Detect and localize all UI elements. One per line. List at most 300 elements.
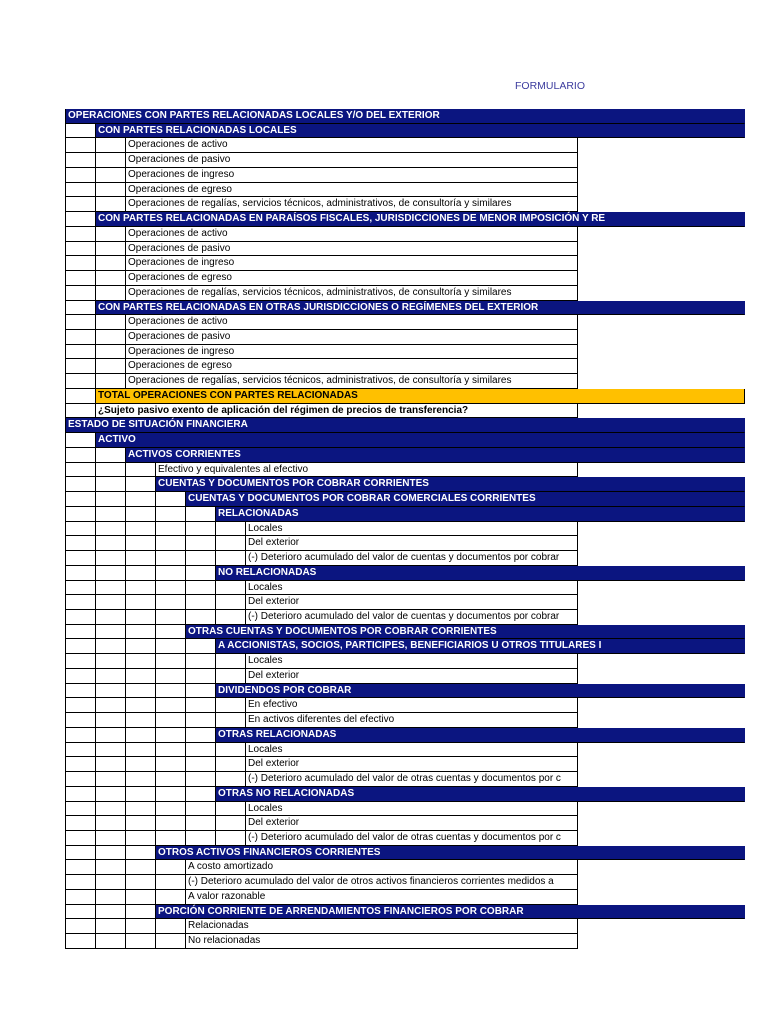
indent-cell[interactable] (155, 698, 185, 713)
indent-cell[interactable] (65, 816, 95, 831)
section-header: CON PARTES RELACIONADAS LOCALES (95, 124, 745, 139)
indent-cell[interactable] (155, 816, 185, 831)
indent-cell[interactable] (185, 522, 215, 537)
indent-cell[interactable] (65, 757, 95, 772)
section-header: CON PARTES RELACIONADAS EN PARAÍSOS FISCALES, JURISDICCIONES DE MENOR IMPOSICIÓN Y RE (95, 212, 745, 227)
indent-cell[interactable] (95, 271, 125, 286)
row-label: Operaciones de egreso (125, 271, 578, 286)
indent-cell[interactable] (185, 713, 215, 728)
indent-cell[interactable] (65, 153, 95, 168)
row-label: Locales (245, 522, 578, 537)
indent-cell[interactable] (95, 787, 125, 802)
form-row (65, 595, 745, 610)
indent-cell[interactable] (95, 286, 125, 301)
form-row (65, 212, 745, 227)
form-row (65, 315, 745, 330)
indent-cell[interactable] (95, 654, 125, 669)
row-label: Operaciones de regalías, servicios técnicos, administrativos, de consultoría y similares (125, 286, 578, 301)
form-row (65, 507, 745, 522)
indent-cell[interactable] (65, 890, 95, 905)
indent-cell[interactable] (215, 522, 245, 537)
row-label: Operaciones de regalías, servicios técnicos, administrativos, de consultoría y similares (125, 197, 578, 212)
form-row (65, 757, 745, 772)
indent-cell[interactable] (95, 905, 125, 920)
row-label: (-) Deterioro acumulado del valor de otras cuentas y documentos por c (245, 831, 578, 846)
form-row (65, 359, 745, 374)
indent-cell[interactable] (95, 551, 125, 566)
form-row (65, 669, 745, 684)
indent-cell[interactable] (125, 654, 155, 669)
indent-cell[interactable] (215, 743, 245, 758)
indent-cell[interactable] (95, 197, 125, 212)
indent-cell[interactable] (125, 743, 155, 758)
indent-cell[interactable] (125, 757, 155, 772)
indent-cell[interactable] (95, 477, 125, 492)
indent-cell[interactable] (125, 713, 155, 728)
section-header: ¿Sujeto pasivo exento de aplicación del régimen de precios de transferencia? (95, 404, 578, 419)
indent-cell[interactable] (155, 581, 185, 596)
indent-cell[interactable] (185, 743, 215, 758)
indent-cell[interactable] (65, 802, 95, 817)
indent-cell[interactable] (125, 831, 155, 846)
indent-cell[interactable] (95, 153, 125, 168)
indent-cell[interactable] (65, 168, 95, 183)
indent-cell[interactable] (125, 846, 155, 861)
indent-cell[interactable] (65, 846, 95, 861)
row-label: (-) Deterioro acumulado del valor de cuentas y documentos por cobrar (245, 551, 578, 566)
indent-cell[interactable] (125, 860, 155, 875)
section-header: OPERACIONES CON PARTES RELACIONADAS LOCALES Y/O DEL EXTERIOR (65, 109, 745, 124)
indent-cell[interactable] (65, 772, 95, 787)
section-header: RELACIONADAS (215, 507, 745, 522)
indent-cell[interactable] (65, 831, 95, 846)
indent-cell[interactable] (185, 507, 215, 522)
row-label: Relacionadas (185, 919, 578, 934)
indent-cell[interactable] (185, 595, 215, 610)
indent-cell[interactable] (65, 212, 95, 227)
indent-cell[interactable] (125, 581, 155, 596)
section-header: NO RELACIONADAS (215, 566, 745, 581)
indent-cell[interactable] (95, 698, 125, 713)
indent-cell[interactable] (155, 934, 185, 949)
indent-cell[interactable] (185, 639, 215, 654)
indent-cell[interactable] (95, 816, 125, 831)
indent-cell[interactable] (95, 227, 125, 242)
indent-cell[interactable] (95, 875, 125, 890)
indent-cell[interactable] (65, 138, 95, 153)
indent-cell[interactable] (65, 433, 95, 448)
indent-cell[interactable] (95, 625, 125, 640)
indent-cell[interactable] (185, 654, 215, 669)
indent-cell[interactable] (95, 890, 125, 905)
indent-cell[interactable] (65, 389, 95, 404)
section-header: ACTIVO (95, 433, 745, 448)
indent-cell[interactable] (95, 168, 125, 183)
section-header: OTRAS RELACIONADAS (215, 728, 745, 743)
indent-cell[interactable] (215, 698, 245, 713)
indent-cell[interactable] (185, 610, 215, 625)
indent-cell[interactable] (65, 654, 95, 669)
indent-cell[interactable] (155, 802, 185, 817)
form-row (65, 183, 745, 198)
indent-cell[interactable] (95, 831, 125, 846)
indent-cell[interactable] (95, 374, 125, 389)
indent-cell[interactable] (125, 477, 155, 492)
form-row (65, 698, 745, 713)
indent-cell[interactable] (125, 551, 155, 566)
row-label: (-) Deterioro acumulado del valor de otros activos financieros corrientes medidos a (185, 875, 578, 890)
row-label: En activos diferentes del efectivo (245, 713, 578, 728)
row-label: Operaciones de egreso (125, 183, 578, 198)
row-label: Del exterior (245, 536, 578, 551)
form-row (65, 551, 745, 566)
row-label: A costo amortizado (185, 860, 578, 875)
indent-cell[interactable] (65, 183, 95, 198)
indent-cell[interactable] (125, 890, 155, 905)
indent-cell[interactable] (65, 507, 95, 522)
indent-cell[interactable] (65, 448, 95, 463)
indent-cell[interactable] (95, 492, 125, 507)
section-header: OTRAS CUENTAS Y DOCUMENTOS POR COBRAR CORRIENTES (185, 625, 745, 640)
indent-cell[interactable] (65, 227, 95, 242)
form-row (65, 271, 745, 286)
indent-cell[interactable] (65, 698, 95, 713)
indent-cell[interactable] (65, 684, 95, 699)
indent-cell[interactable] (185, 787, 215, 802)
indent-cell[interactable] (95, 639, 125, 654)
indent-cell[interactable] (95, 183, 125, 198)
row-label: Operaciones de ingreso (125, 345, 578, 360)
indent-cell[interactable] (185, 728, 215, 743)
indent-cell[interactable] (155, 919, 185, 934)
indent-cell[interactable] (65, 271, 95, 286)
form-row (65, 743, 745, 758)
section-header: OTROS ACTIVOS FINANCIEROS CORRIENTES (155, 846, 745, 861)
indent-cell[interactable] (65, 625, 95, 640)
indent-cell[interactable] (155, 566, 185, 581)
section-header: OTRAS NO RELACIONADAS (215, 787, 745, 802)
form-row (65, 831, 745, 846)
row-label: Operaciones de ingreso (125, 168, 578, 183)
form-sheet (65, 109, 745, 949)
form-row (65, 728, 745, 743)
row-label: Locales (245, 743, 578, 758)
indent-cell[interactable] (125, 669, 155, 684)
indent-cell[interactable] (185, 772, 215, 787)
indent-cell[interactable] (155, 743, 185, 758)
indent-cell[interactable] (215, 536, 245, 551)
form-row (65, 138, 745, 153)
indent-cell[interactable] (125, 522, 155, 537)
indent-cell[interactable] (65, 669, 95, 684)
indent-cell[interactable] (185, 551, 215, 566)
indent-cell[interactable] (125, 507, 155, 522)
indent-cell[interactable] (215, 654, 245, 669)
indent-cell[interactable] (95, 536, 125, 551)
form-row (65, 772, 745, 787)
indent-cell[interactable] (65, 581, 95, 596)
row-label: En efectivo (245, 698, 578, 713)
form-row (65, 242, 745, 257)
row-label: Operaciones de egreso (125, 359, 578, 374)
indent-cell[interactable] (95, 860, 125, 875)
indent-cell[interactable] (65, 242, 95, 257)
indent-cell[interactable] (125, 625, 155, 640)
indent-cell[interactable] (65, 610, 95, 625)
indent-cell[interactable] (215, 816, 245, 831)
indent-cell[interactable] (215, 831, 245, 846)
section-header: TOTAL OPERACIONES CON PARTES RELACIONADAS (95, 389, 745, 404)
indent-cell[interactable] (125, 919, 155, 934)
indent-cell[interactable] (125, 595, 155, 610)
form-row (65, 919, 745, 934)
form-row (65, 448, 745, 463)
indent-cell[interactable] (125, 698, 155, 713)
indent-cell[interactable] (65, 713, 95, 728)
indent-cell[interactable] (95, 713, 125, 728)
indent-cell[interactable] (95, 330, 125, 345)
row-label: Operaciones de activo (125, 227, 578, 242)
row-label: Locales (245, 654, 578, 669)
indent-cell[interactable] (155, 536, 185, 551)
row-label: Locales (245, 581, 578, 596)
row-label: Operaciones de ingreso (125, 256, 578, 271)
indent-cell[interactable] (65, 934, 95, 949)
form-row (65, 433, 745, 448)
indent-cell[interactable] (155, 610, 185, 625)
indent-cell[interactable] (215, 772, 245, 787)
indent-cell[interactable] (125, 610, 155, 625)
indent-cell[interactable] (65, 639, 95, 654)
row-label: A valor razonable (185, 890, 578, 905)
indent-cell[interactable] (65, 256, 95, 271)
form-row (65, 418, 745, 433)
indent-cell[interactable] (155, 875, 185, 890)
indent-cell[interactable] (95, 802, 125, 817)
indent-cell[interactable] (95, 242, 125, 257)
indent-cell[interactable] (155, 595, 185, 610)
indent-cell[interactable] (95, 448, 125, 463)
indent-cell[interactable] (215, 713, 245, 728)
indent-cell[interactable] (95, 359, 125, 374)
indent-cell[interactable] (125, 905, 155, 920)
indent-cell[interactable] (155, 522, 185, 537)
form-row (65, 389, 745, 404)
indent-cell[interactable] (65, 566, 95, 581)
indent-cell[interactable] (185, 698, 215, 713)
indent-cell[interactable] (65, 875, 95, 890)
indent-cell[interactable] (65, 286, 95, 301)
form-row (65, 536, 745, 551)
indent-cell[interactable] (155, 625, 185, 640)
indent-cell[interactable] (125, 639, 155, 654)
indent-cell[interactable] (65, 595, 95, 610)
form-row (65, 168, 745, 183)
indent-cell[interactable] (65, 905, 95, 920)
form-row (65, 934, 745, 949)
indent-cell[interactable] (65, 197, 95, 212)
indent-cell[interactable] (65, 551, 95, 566)
indent-cell[interactable] (95, 757, 125, 772)
indent-cell[interactable] (95, 743, 125, 758)
indent-cell[interactable] (155, 772, 185, 787)
form-row (65, 227, 745, 242)
row-label: Operaciones de activo (125, 315, 578, 330)
indent-cell[interactable] (95, 595, 125, 610)
indent-cell[interactable] (125, 566, 155, 581)
indent-cell[interactable] (185, 581, 215, 596)
indent-cell[interactable] (95, 315, 125, 330)
form-row (65, 330, 745, 345)
indent-cell[interactable] (65, 522, 95, 537)
form-row (65, 860, 745, 875)
form-row (65, 816, 745, 831)
indent-cell[interactable] (155, 860, 185, 875)
indent-cell[interactable] (125, 728, 155, 743)
indent-cell[interactable] (215, 669, 245, 684)
indent-cell[interactable] (65, 345, 95, 360)
indent-cell[interactable] (95, 610, 125, 625)
form-row (65, 684, 745, 699)
indent-cell[interactable] (95, 772, 125, 787)
indent-cell[interactable] (185, 684, 215, 699)
indent-cell[interactable] (185, 536, 215, 551)
indent-cell[interactable] (155, 890, 185, 905)
indent-cell[interactable] (155, 654, 185, 669)
indent-cell[interactable] (65, 359, 95, 374)
indent-cell[interactable] (215, 757, 245, 772)
indent-cell[interactable] (155, 639, 185, 654)
indent-cell[interactable] (65, 787, 95, 802)
form-row (65, 787, 745, 802)
indent-cell[interactable] (125, 787, 155, 802)
indent-cell[interactable] (65, 124, 95, 139)
indent-cell[interactable] (155, 551, 185, 566)
indent-cell[interactable] (155, 492, 185, 507)
indent-cell[interactable] (125, 684, 155, 699)
row-label: Efectivo y equivalentes al efectivo (155, 463, 578, 478)
indent-cell[interactable] (65, 743, 95, 758)
indent-cell[interactable] (65, 492, 95, 507)
section-header: PORCIÓN CORRIENTE DE ARRENDAMIENTOS FINANCIEROS POR COBRAR (155, 905, 745, 920)
indent-cell[interactable] (185, 757, 215, 772)
form-row (65, 286, 745, 301)
row-label: Operaciones de pasivo (125, 153, 578, 168)
row-label: Operaciones de pasivo (125, 330, 578, 345)
form-row (65, 639, 745, 654)
indent-cell[interactable] (95, 684, 125, 699)
form-row (65, 492, 745, 507)
indent-cell[interactable] (95, 581, 125, 596)
indent-cell[interactable] (155, 713, 185, 728)
indent-cell[interactable] (155, 684, 185, 699)
indent-cell[interactable] (95, 507, 125, 522)
indent-cell[interactable] (155, 757, 185, 772)
indent-cell[interactable] (95, 934, 125, 949)
indent-cell[interactable] (65, 301, 95, 316)
form-row (65, 625, 745, 640)
indent-cell[interactable] (155, 507, 185, 522)
indent-cell[interactable] (125, 772, 155, 787)
row-label: Operaciones de regalías, servicios técnicos, administrativos, de consultoría y similares (125, 374, 578, 389)
indent-cell[interactable] (95, 522, 125, 537)
form-row (65, 654, 745, 669)
indent-cell[interactable] (95, 919, 125, 934)
indent-cell[interactable] (125, 536, 155, 551)
indent-cell[interactable] (185, 816, 215, 831)
row-label: (-) Deterioro acumulado del valor de cuentas y documentos por cobrar (245, 610, 578, 625)
indent-cell[interactable] (125, 463, 155, 478)
form-row (65, 109, 745, 124)
form-row (65, 581, 745, 596)
indent-cell[interactable] (65, 374, 95, 389)
indent-cell[interactable] (95, 846, 125, 861)
form-row (65, 256, 745, 271)
indent-cell[interactable] (215, 581, 245, 596)
indent-cell[interactable] (185, 669, 215, 684)
row-label: Locales (245, 802, 578, 817)
indent-cell[interactable] (125, 802, 155, 817)
form-row (65, 477, 745, 492)
form-row (65, 124, 745, 139)
indent-cell[interactable] (155, 831, 185, 846)
indent-cell[interactable] (65, 860, 95, 875)
row-label: Operaciones de activo (125, 138, 578, 153)
indent-cell[interactable] (185, 831, 215, 846)
form-row (65, 875, 745, 890)
row-label: Del exterior (245, 816, 578, 831)
indent-cell[interactable] (125, 875, 155, 890)
indent-cell[interactable] (65, 919, 95, 934)
indent-cell[interactable] (95, 256, 125, 271)
indent-cell[interactable] (125, 492, 155, 507)
indent-cell[interactable] (65, 315, 95, 330)
indent-cell[interactable] (95, 669, 125, 684)
indent-cell[interactable] (185, 566, 215, 581)
indent-cell[interactable] (65, 477, 95, 492)
indent-cell[interactable] (95, 138, 125, 153)
indent-cell[interactable] (65, 536, 95, 551)
indent-cell[interactable] (215, 802, 245, 817)
form-row (65, 713, 745, 728)
indent-cell[interactable] (65, 330, 95, 345)
indent-cell[interactable] (95, 345, 125, 360)
row-label: Operaciones de pasivo (125, 242, 578, 257)
indent-cell[interactable] (215, 595, 245, 610)
indent-cell[interactable] (125, 934, 155, 949)
indent-cell[interactable] (215, 551, 245, 566)
form-row (65, 890, 745, 905)
indent-cell[interactable] (125, 816, 155, 831)
form-row (65, 802, 745, 817)
section-header: CUENTAS Y DOCUMENTOS POR COBRAR CORRIENTES (155, 477, 745, 492)
form-row (65, 522, 745, 537)
indent-cell[interactable] (65, 404, 95, 419)
indent-cell[interactable] (155, 728, 185, 743)
indent-cell[interactable] (95, 566, 125, 581)
indent-cell[interactable] (65, 463, 95, 478)
indent-cell[interactable] (185, 802, 215, 817)
indent-cell[interactable] (155, 787, 185, 802)
indent-cell[interactable] (215, 610, 245, 625)
indent-cell[interactable] (155, 669, 185, 684)
indent-cell[interactable] (65, 728, 95, 743)
form-row (65, 566, 745, 581)
row-label: Del exterior (245, 595, 578, 610)
indent-cell[interactable] (95, 728, 125, 743)
form-row (65, 905, 745, 920)
indent-cell[interactable] (95, 463, 125, 478)
